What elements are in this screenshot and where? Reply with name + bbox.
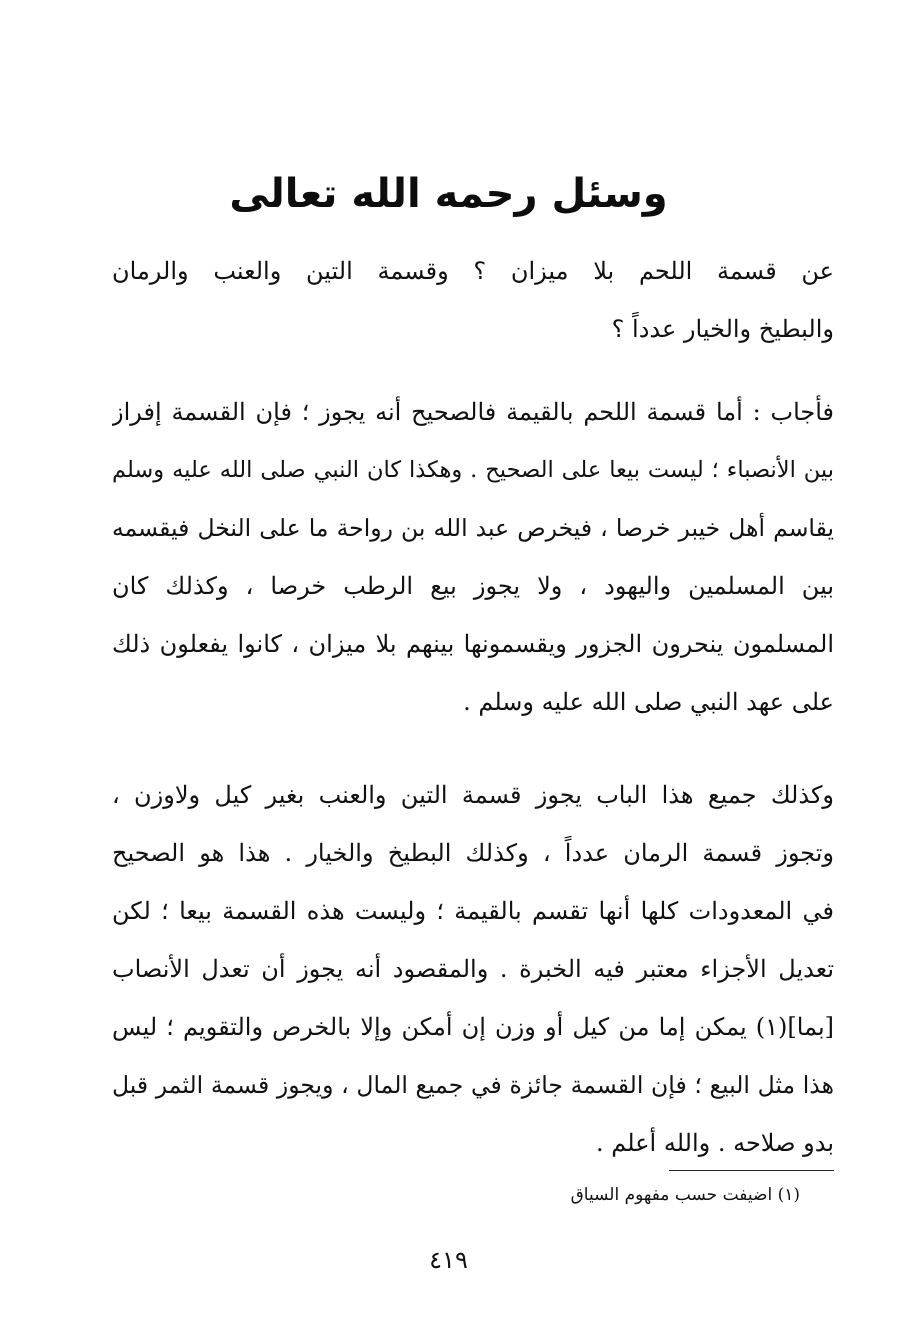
- question-paragraph: [112, 242, 834, 358]
- footnote-separator: [669, 1170, 834, 1171]
- paragraph-line: [بما](١) يمكن إما من كيل أو وزن إن أمكن وإلا بالخرص والتقويم ؛ ليس: [112, 1013, 834, 1041]
- paragraph-line: عن قسمة اللحم بلا ميزان ؟ وقسمة التين والعنب والرمان: [112, 257, 834, 285]
- continuation-paragraph: [112, 766, 834, 1172]
- answer-paragraph: [112, 383, 834, 731]
- paragraph-line: بين المسلمين واليهود ، ولا يجوز بيع الرطب خرصا ، وكذلك كان: [112, 572, 834, 600]
- section-heading: وسئل رحمه الله تعالى: [229, 171, 668, 217]
- paragraph-line: هذا مثل البيع ؛ فإن القسمة جائزة في جميع المال ، ويجوز قسمة الثمر قبل: [112, 1071, 834, 1099]
- paragraph-line: وكذلك جميع هذا الباب يجوز قسمة التين والعنب بغير كيل ولاوزن ،: [112, 781, 834, 809]
- paragraph-line: بين الأنصباء ؛ ليست بيعا على الصحيح . وهكذا كان النبي صلى الله عليه وسلم: [112, 457, 834, 483]
- paragraph-line: وتجوز قسمة الرمان عدداً ، وكذلك البطيخ والخيار . هذا هو الصحيح: [112, 839, 834, 867]
- paragraph-line: يقاسم أهل خيبر خرصا ، فيخرص عبد الله بن رواحة ما على النخل فيقسمه: [112, 514, 834, 542]
- paragraph-line: تعديل الأجزاء معتبر فيه الخبرة . والمقصود أنه يجوز أن تعدل الأنصاب: [112, 955, 834, 983]
- paragraph-line: والبطيخ والخيار عدداً ؟: [611, 315, 834, 343]
- footnote: (١) اضيفت حسب مفهوم السياق: [570, 1185, 800, 1205]
- paragraph-line: بدو صلاحه . والله أعلم .: [596, 1129, 834, 1157]
- paragraph-line: المسلمون ينحرون الجزور ويقسمونها بينهم بلا ميزان ، كانوا يفعلون ذلك: [112, 630, 834, 658]
- paragraph-line: فأجاب : أما قسمة اللحم بالقيمة فالصحيح أنه يجوز ؛ فإن القسمة إفراز: [112, 398, 834, 426]
- paragraph-line: على عهد النبي صلى الله عليه وسلم .: [463, 688, 834, 716]
- paragraph-line: في المعدودات كلها أنها تقسم بالقيمة ؛ وليست هذه القسمة بيعا ؛ لكن: [112, 897, 834, 925]
- page-number: ٤١٩: [429, 1246, 468, 1274]
